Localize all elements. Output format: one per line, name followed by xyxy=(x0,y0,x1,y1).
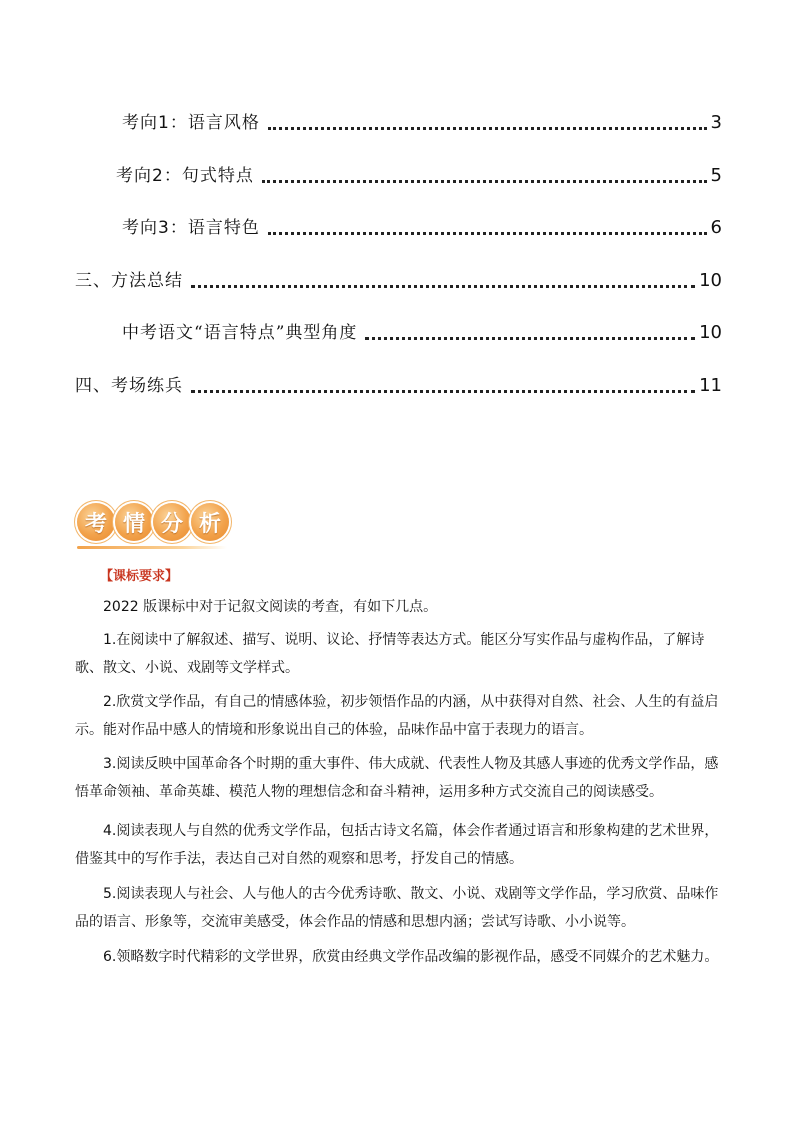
toc-page-number: 3 xyxy=(710,112,722,133)
point-3: 3.阅读反映中国革命各个时期的重大事件、伟大成就、代表性人物及其感人事迹的优秀文学作品，感悟革命领袖、革命英雄、模范人物的理想信念和奋斗精神，运用多种方式交流自己的阅读感受。 xyxy=(75,756,719,800)
toc-leader xyxy=(262,180,707,183)
toc-label: 考向2：句式特点 xyxy=(116,166,254,186)
banner-underline xyxy=(77,546,227,549)
toc-entry-3[interactable] xyxy=(122,215,722,241)
toc-entry-2[interactable] xyxy=(116,163,722,189)
banner-char: 析 xyxy=(191,503,229,541)
toc-entry-6[interactable] xyxy=(75,373,722,399)
toc-page-number: 11 xyxy=(699,375,722,396)
toc-page-number: 6 xyxy=(710,217,722,238)
banner-char: 考 xyxy=(77,503,115,541)
toc-leader xyxy=(191,285,695,288)
section-tag: 【课标要求】 xyxy=(100,569,179,584)
toc-leader xyxy=(191,390,695,393)
toc-page-number: 5 xyxy=(710,165,722,186)
toc-entry-5[interactable] xyxy=(122,320,722,346)
toc-page-number: 10 xyxy=(699,270,722,291)
toc-leader xyxy=(268,127,707,130)
toc-entry-4[interactable] xyxy=(75,268,722,294)
intro-paragraph: 2022 版课标中对于记叙文阅读的考查，有如下几点。 xyxy=(103,599,438,615)
toc-leader xyxy=(365,337,695,340)
toc-label: 四、考场练兵 xyxy=(75,376,183,396)
toc-leader xyxy=(268,232,707,235)
toc-label: 中考语文“语言特点”典型角度 xyxy=(122,323,358,343)
banner-char: 情 xyxy=(115,503,153,541)
section-banner xyxy=(75,500,235,548)
toc-label: 考向3：语言特色 xyxy=(122,218,260,238)
toc-entry-1[interactable] xyxy=(122,110,722,136)
toc-label: 考向1：语言风格 xyxy=(122,113,260,133)
banner-char: 分 xyxy=(153,503,191,541)
toc-label: 三、方法总结 xyxy=(75,271,183,291)
point-4: 4.阅读表现人与自然的优秀文学作品，包括古诗文名篇，体会作者通过语言和形象构建的艺术世界，借鉴其中的写作手法，表达自己对自然的观察和思考，抒发自己的情感。 xyxy=(75,823,719,867)
toc-page-number: 10 xyxy=(699,322,722,343)
point-5: 5.阅读表现人与社会、人与他人的古今优秀诗歌、散文、小说、戏剧等文学作品，学习欣赏、品味作品的语言、形象等，交流审美感受，体会作品的情感和思想内涵；尝试写诗歌、小小说等。 xyxy=(75,886,719,930)
point-1: 1.在阅读中了解叙述、描写、说明、议论、抒情等表达方式。能区分写实作品与虚构作品，了解诗歌、散文、小说、戏剧等文学样式。 xyxy=(75,632,705,676)
point-2: 2.欣赏文学作品，有自己的情感体验，初步领悟作品的内涵，从中获得对自然、社会、人生的有益启示。能对作品中感人的情境和形象说出自己的体验，品味作品中富于表现力的语言。 xyxy=(75,694,719,738)
point-6: 6.领略数字时代精彩的文学世界，欣赏由经典文学作品改编的影视作品，感受不同媒介的艺术魅力。 xyxy=(103,949,719,965)
